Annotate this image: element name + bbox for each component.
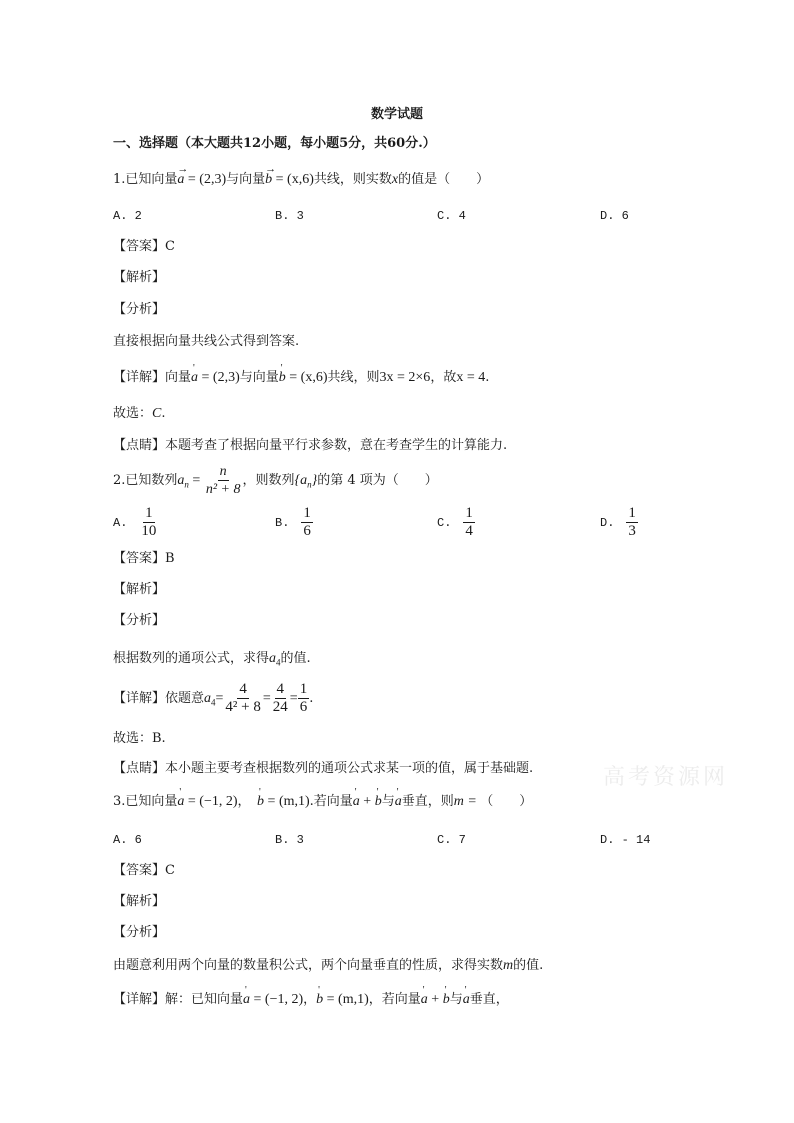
q3-jiexi: 【解析】 [113,894,166,909]
q2-choice: 故选：B. [113,731,166,746]
q2-comment: 【点睛】本小题主要考查根据数列的通项公式求某一项的值，属于基础题. [113,761,534,776]
q3-analysis: 由题意利用两个向量的数量积公式，两个向量垂直的性质，求得实数m的值. [113,958,544,973]
q3-option-b: B. 3 [275,833,304,847]
q2-option-c: C. $\frac{1}{4}$ [437,505,473,539]
q2-jiexi: 【解析】 [113,582,166,597]
q1-comment: 【点睛】本题考查了根据向量平行求参数，意在考查学生的计算能力. [113,438,508,453]
q3-option-c: C. 7 [437,833,466,847]
q2-option-d: D. $\frac{1}{3}$ [600,505,636,539]
q3-option-a: A. 6 [113,833,142,847]
q2-option-a: A. $\frac{1}{10}$ [113,505,157,539]
q2-option-b: B. $\frac{1}{6}$ [275,505,311,539]
question-1-stem: 1.已知向量→ a = (2,3)与向量→ b = (x,6)共线，则实数x的值是（ ） [113,171,489,189]
q2-answer: 【答案】B [113,551,175,566]
q1-option-d: D. 6 [600,209,629,223]
q1-detail: 【详解】向量' a = (2,3)与向量' b = (x,6)共线，则3x = 2×6，故x = 4. [113,369,489,387]
question-3-stem: 3.已知向量' a = (−1, 2)， ' b = (m,1).若向量' a + ' b与' a垂直，则m = （ ） [113,793,532,811]
q1-analysis: 直接根据向量共线公式得到答案. [113,334,300,349]
q1-option-a: A. 2 [113,209,142,223]
q3-option-d: D. - 14 [600,833,651,847]
q2-general-term-fraction: $\frac{n}{\text{n² + 8}}$ [205,464,241,497]
q3-answer: 【答案】C [113,863,175,878]
q3-fenxi: 【分析】 [113,925,166,940]
q1-jiexi: 【解析】 [113,270,166,285]
q2-detail: 【详解】依题意$a_4=$ $\frac{4}{\text{4² + 8}}$ = $\frac{4}{24}$ = $\frac{1}{6}$ . [113,681,314,715]
question-2-stem: 2.已知数列$a_n$ = $\frac{n}{\text{n² + 8}}$ ，则数列$\{a_n\}$的第 4 项为（ ） [113,464,438,497]
q1-fenxi: 【分析】 [113,302,166,317]
q1-choice: 故选：C. [113,406,166,421]
q1-option-c: C. 4 [437,209,466,223]
q3-detail: 【详解】解：已知向量' a = (−1, 2)，' b = (m,1)，若向量' a + ' b与' a垂直， [113,991,509,1009]
q2-analysis: 根据数列的通项公式，求得$a_4$的值. [113,651,311,668]
page-title: 数学试题 [370,107,423,122]
watermark: 高考资源网 [603,765,729,790]
section-heading: 一、选择题（本大题共12小题，每小题5分，共60分.） [113,136,436,151]
q1-option-b: B. 3 [275,209,304,223]
q2-fenxi: 【分析】 [113,613,166,628]
q1-answer: 【答案】C [113,239,175,254]
